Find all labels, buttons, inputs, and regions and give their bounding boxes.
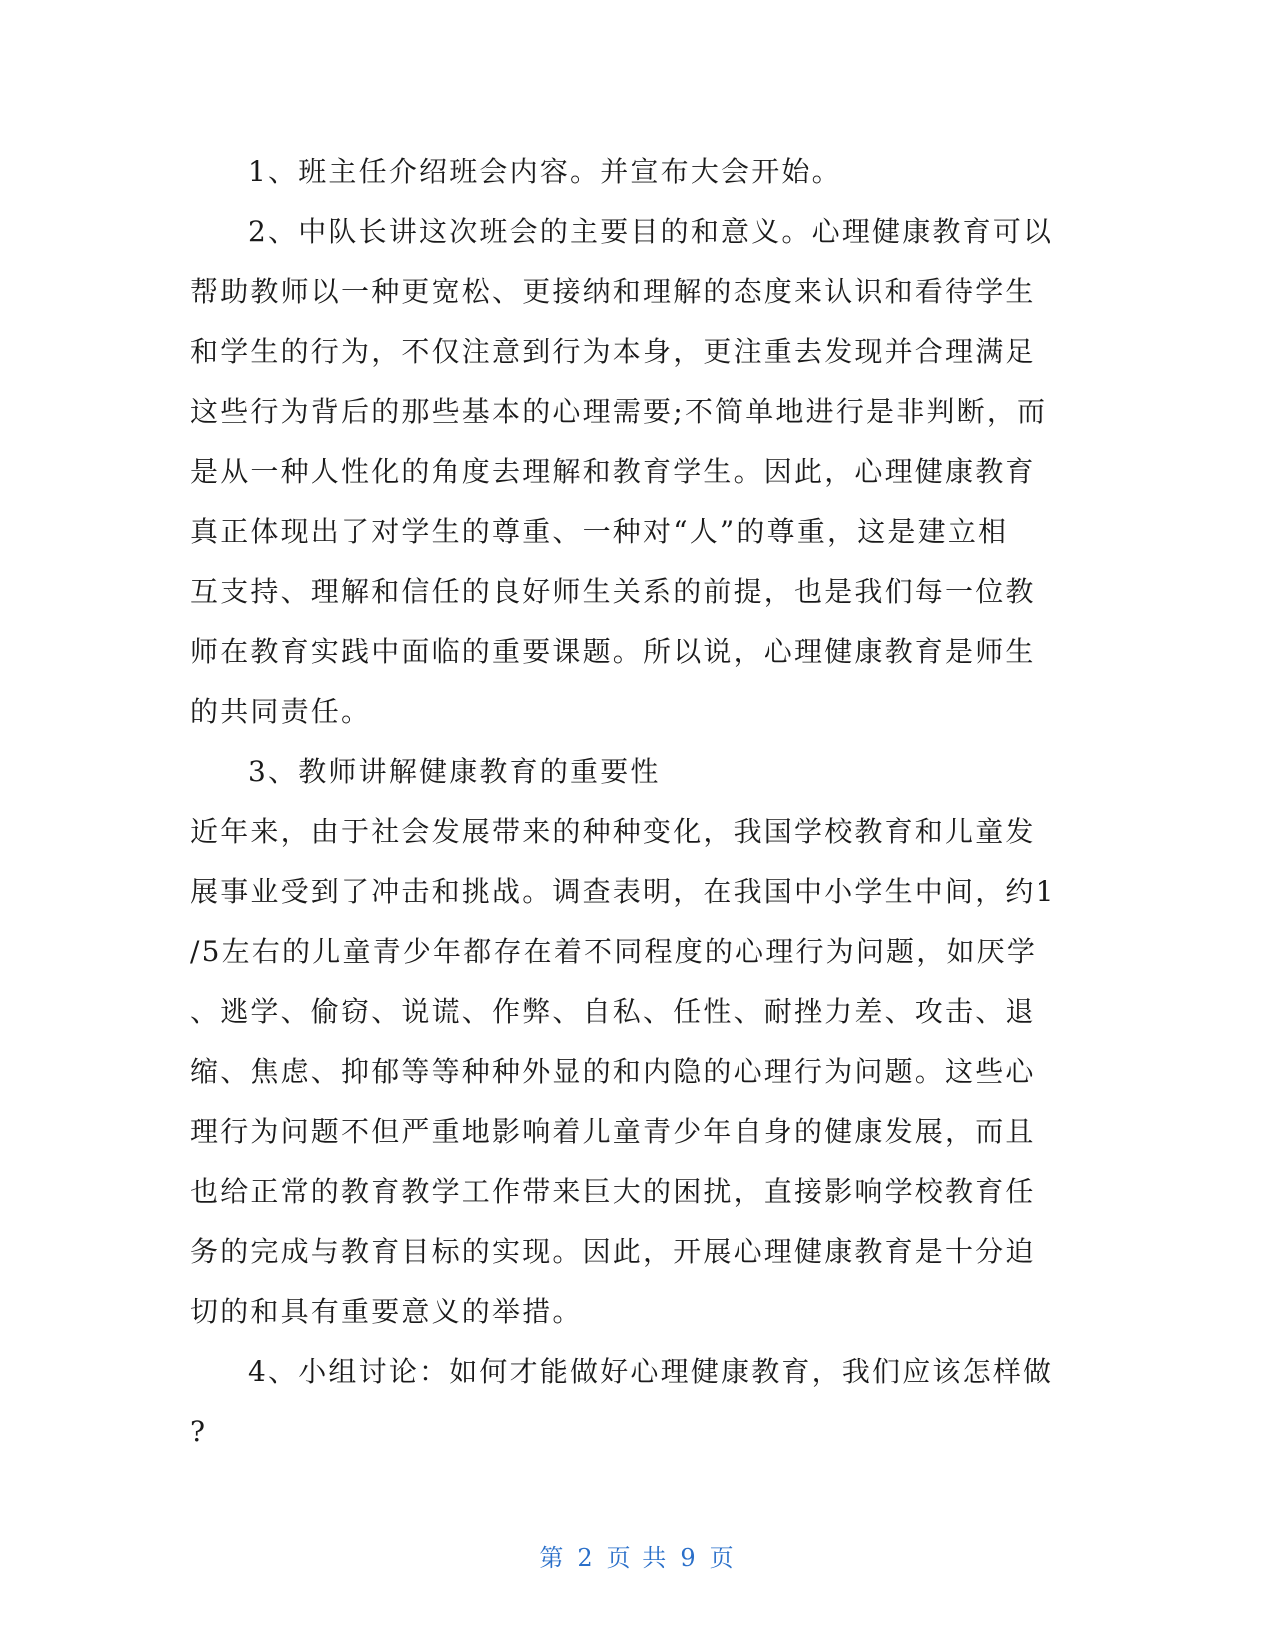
text-line: 务的完成与教育目标的实现。因此，开展心理健康教育是十分迫 (190, 1235, 1036, 1268)
text-line: 缩、焦虑、抑郁等等种种外显的和内隐的心理行为问题。这些心 (190, 1055, 1036, 1088)
page-footer (0, 1538, 1275, 1573)
total-pages-number: 9 (680, 1544, 698, 1572)
current-page-number: 2 (577, 1544, 595, 1572)
document-body (190, 142, 1090, 1462)
text-line: 这些行为背后的那些基本的心理需要;不简单地进行是非判断，而 (190, 395, 1048, 428)
text-line: 近年来，由于社会发展带来的种种变化，我国学校教育和儿童发 (190, 815, 1036, 848)
text-line: ? (190, 1415, 208, 1448)
text-line: 和学生的行为，不仅注意到行为本身，更注重去发现并合理满足 (190, 335, 1036, 368)
text-line: 、逃学、偷窃、说谎、作弊、自私、任性、耐挫力差、攻击、退 (190, 995, 1036, 1028)
text-line: 切的和具有重要意义的举措。 (190, 1295, 583, 1328)
text-line: 也给正常的教育教学工作带来巨大的困扰，直接影响学校教育任 (190, 1175, 1036, 1208)
text-line: 的共同责任。 (190, 695, 372, 728)
text-line: 师在教育实践中面临的重要课题。所以说，心理健康教育是师生 (190, 635, 1036, 668)
text-line: 真正体现出了对学生的尊重、一种对“人”的尊重，这是建立相 (190, 515, 1009, 548)
text-line: /5左右的儿童青少年都存在着不同程度的心理行为问题，如厌学 (190, 935, 1038, 968)
footer-prefix: 第 (539, 1544, 566, 1572)
footer-middle: 页 共 (606, 1544, 669, 1572)
footer-suffix: 页 (709, 1544, 736, 1572)
text-line: 3、教师讲解健康教育的重要性 (248, 755, 661, 788)
text-line: 帮助教师以一种更宽松、更接纳和理解的态度来认识和看待学生 (190, 275, 1036, 308)
text-line: 4、小组讨论：如何才能做好心理健康教育，我们应该怎样做 (248, 1355, 1054, 1388)
text-line: 1、班主任介绍班会内容。并宣布大会开始。 (248, 155, 842, 188)
text-line: 互支持、理解和信任的良好师生关系的前提，也是我们每一位教 (190, 575, 1036, 608)
text-line: 展事业受到了冲击和挑战。调查表明，在我国中小学生中间，约1 (190, 875, 1056, 908)
text-line: 理行为问题不但严重地影响着儿童青少年自身的健康发展，而且 (190, 1115, 1036, 1148)
text-line: 是从一种人性化的角度去理解和教育学生。因此，心理健康教育 (190, 455, 1036, 488)
text-line: 2、中队长讲这次班会的主要目的和意义。心理健康教育可以 (248, 215, 1054, 248)
